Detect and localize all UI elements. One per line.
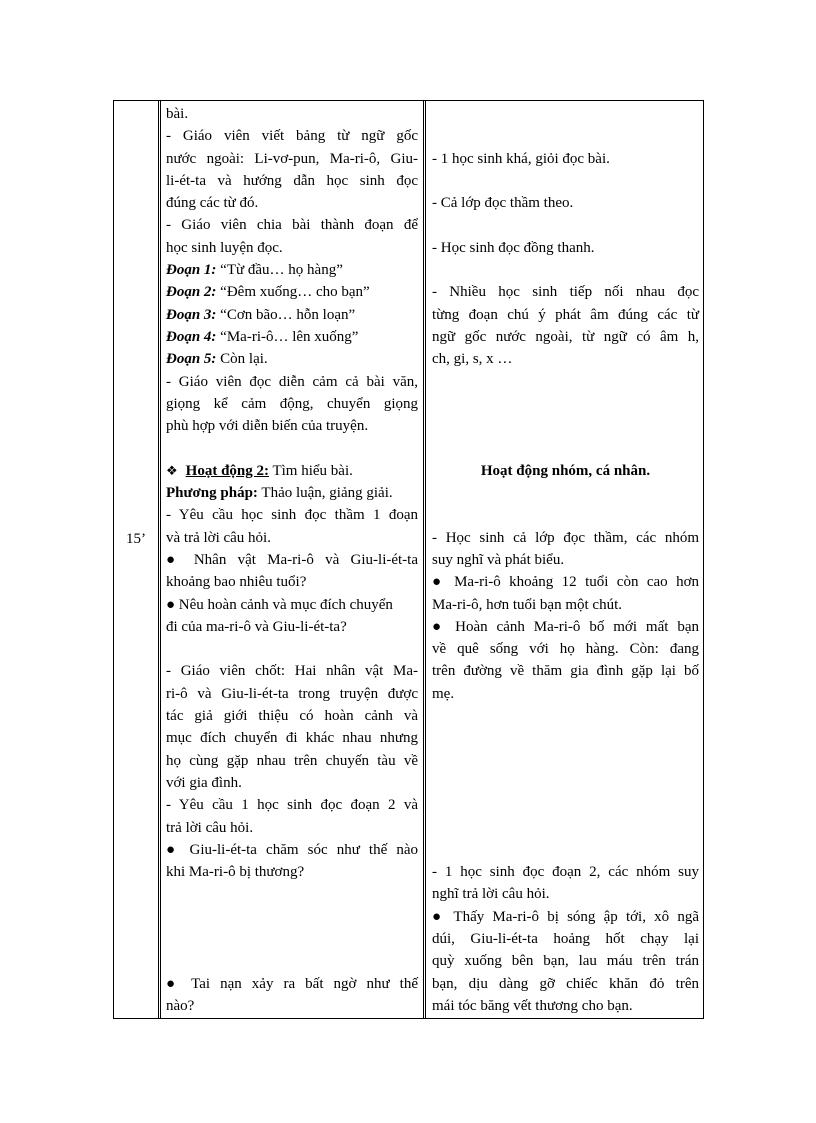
- answer-line: ● Ma-ri-ô khoảng 12 tuổi còn cao hơn: [432, 574, 699, 591]
- teacher-line: phù hợp với diễn biến của truyện.: [166, 418, 369, 435]
- answer-line: ● Thấy Ma-ri-ô bị sóng ập tới, xô ngã: [432, 908, 699, 925]
- question-line: nào?: [166, 997, 195, 1014]
- answer-line: mái tóc băng vết thương cho bạn.: [432, 997, 633, 1014]
- paragraph-label: Đoạn 3:: [166, 306, 217, 323]
- teacher-line: bài.: [166, 106, 189, 122]
- teacher-line: nước ngoài: Li-vơ-pun, Ma-ri-ô, Giu-: [166, 150, 418, 167]
- student-line: ch, gi, s, x …: [432, 351, 513, 368]
- answer-line: về quê sống với họ hàng. Còn: đang: [432, 641, 699, 658]
- answer-line: trên đường về thăm gia đình gặp lại bố: [432, 663, 699, 680]
- answer-line: bạn, dịu dàng gỡ chiếc khăn đỏ trên: [432, 975, 699, 992]
- paragraph-range: “Cơn bão… hỗn loạn”: [216, 306, 356, 323]
- activity-title: Tìm hiểu bài.: [269, 462, 353, 479]
- paragraph-1-line: [166, 259, 418, 281]
- activity-label: Hoạt động 2:: [185, 462, 269, 479]
- answer-line: dúi, Giu-li-ét-ta hoảng hốt chạy lại: [432, 930, 699, 947]
- paragraph-range: “Ma-ri-ô… lên xuống”: [216, 328, 359, 345]
- paragraph-3-line: [166, 304, 418, 326]
- question-line: ● Tai nạn xảy ra bất ngờ như thế: [166, 975, 418, 992]
- student-line: từng đoạn chú ý phát âm đúng các từ: [432, 306, 699, 323]
- answer-line: Ma-ri-ô, hơn tuổi bạn một chút.: [432, 596, 622, 613]
- paragraph-5-line: [166, 348, 418, 370]
- diamond-bullet-icon: ❖: [166, 462, 178, 478]
- student-line: ngữ gốc nước ngoài, từ ngữ có âm h,: [432, 328, 699, 345]
- time-column: [114, 101, 161, 1018]
- teacher-line: với gia đình.: [166, 774, 242, 791]
- student-line: - 1 học sinh đọc đoạn 2, các nhóm suy: [432, 864, 699, 881]
- paragraph-range: “Đêm xuống… cho bạn”: [216, 284, 370, 301]
- question-line: đi của ma-ri-ô và Giu-li-ét-ta?: [166, 618, 347, 635]
- activity-2-student-heading: Hoạt động nhóm, cá nhân.: [480, 462, 651, 479]
- question-line: ● Nhân vật Ma-ri-ô và Giu-li-ét-ta: [166, 551, 418, 568]
- question-line: ● Nêu hoàn cảnh và mục đích chuyển: [166, 596, 393, 613]
- teacher-line: - Yêu cầu 1 học sinh đọc đoạn 2 và: [166, 797, 418, 814]
- teacher-line: học sinh luyện đọc.: [166, 239, 283, 256]
- activity-2-heading: [166, 460, 418, 482]
- student-line: - Học sinh cả lớp đọc thầm, các nhóm: [432, 529, 699, 546]
- answer-line: quỳ xuống bên bạn, lau máu trên trán: [432, 953, 699, 970]
- teacher-line: - Giáo viên chốt: Hai nhân vật Ma-: [166, 663, 418, 680]
- answer-line: mẹ.: [432, 685, 455, 702]
- paragraph-label: Đoạn 5:: [166, 351, 217, 368]
- teacher-line: trả lời câu hỏi.: [166, 819, 254, 836]
- student-activities-column: [426, 101, 705, 1018]
- paragraph-label: Đoạn 1:: [166, 262, 217, 279]
- method-text: Thảo luận, giảng giải.: [257, 485, 393, 502]
- teacher-line: và trả lời câu hỏi.: [166, 529, 271, 546]
- teacher-line: họ cùng gặp nhau trên chuyến tàu về: [166, 752, 418, 769]
- teacher-line: tác giả giới thiệu có hoàn cảnh và: [166, 708, 418, 725]
- teacher-line: ri-ô và Giu-li-ét-ta trong truyện được: [166, 685, 418, 702]
- teacher-line: - Giáo viên chia bài thành đoạn để: [166, 217, 418, 234]
- method-label: Phương pháp:: [166, 485, 258, 502]
- teacher-line: - Giáo viên đọc diễn cảm cả bài văn,: [166, 373, 418, 390]
- student-line: suy nghĩ và phát biểu.: [432, 551, 565, 568]
- student-line: - Cả lớp đọc thầm theo.: [432, 195, 574, 212]
- teacher-line: - Yêu cầu học sinh đọc thầm 1 đoạn: [166, 507, 418, 524]
- answer-line: ● Hoàn cảnh Ma-ri-ô bố mới mất bạn: [432, 618, 699, 635]
- teacher-line: - Giáo viên viết bảng từ ngữ gốc: [166, 128, 418, 145]
- teacher-line: li-ét-ta và hướng dẫn học sinh đọc: [166, 172, 418, 189]
- question-line: ● Giu-li-ét-ta chăm sóc như thế nào: [166, 841, 418, 858]
- lesson-table: [113, 100, 704, 1019]
- paragraph-4-line: [166, 326, 418, 348]
- teacher-line: đúng các từ đó.: [166, 195, 259, 212]
- student-line: - 1 học sinh khá, giỏi đọc bài.: [432, 150, 610, 167]
- time-cell: 15’: [126, 531, 146, 547]
- student-line: - Nhiều học sinh tiếp nối nhau đọc: [432, 284, 699, 301]
- teacher-activities-column: [161, 101, 426, 1018]
- paragraph-label: Đoạn 4:: [166, 328, 217, 345]
- question-line: khoảng bao nhiêu tuổi?: [166, 574, 307, 591]
- student-line: nghĩ trả lời câu hỏi.: [432, 886, 550, 903]
- paragraph-range: “Từ đầu… họ hàng”: [216, 262, 343, 279]
- student-line: - Học sinh đọc đồng thanh.: [432, 239, 595, 256]
- paragraph-label: Đoạn 2:: [166, 284, 217, 301]
- question-line: khi Ma-ri-ô bị thương?: [166, 864, 305, 881]
- method-line: [166, 482, 418, 504]
- paragraph-2-line: [166, 281, 418, 303]
- paragraph-range: Còn lại.: [216, 351, 268, 368]
- teacher-line: giọng kể cảm động, chuyển giọng: [166, 395, 418, 412]
- teacher-line: mục đích chuyển đi khác nhau nhưng: [166, 730, 418, 747]
